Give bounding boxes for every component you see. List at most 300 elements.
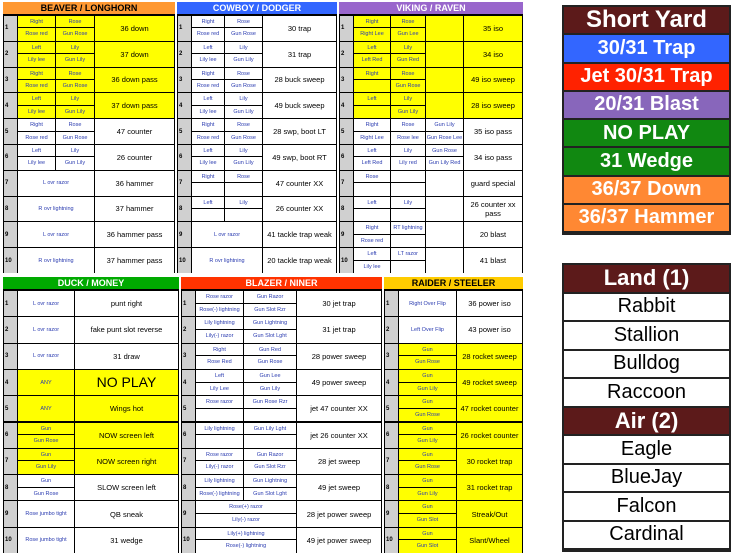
formation-tag: Rose [225, 68, 262, 80]
formation-tag: Rose [56, 16, 94, 28]
short-yard-play[interactable]: NO PLAY [564, 120, 729, 146]
play-row[interactable] [339, 15, 523, 41]
play-row[interactable] [3, 15, 175, 41]
formation-tag: Gun Slot Lght [253, 490, 287, 497]
play-row[interactable] [181, 422, 382, 448]
formation-tag: Lily lee [27, 57, 46, 64]
formation-tag: Gun Red [396, 57, 419, 64]
formation-tag: Left [18, 42, 55, 54]
code-word[interactable]: Raccoon [564, 379, 729, 406]
formation-tag: Gun Slot Rzr [254, 306, 286, 313]
short-yard-play[interactable]: 36/37 Down [564, 177, 729, 203]
row-number: 9 [183, 511, 187, 518]
formation-tag [354, 183, 390, 195]
row-number: 7 [179, 180, 183, 187]
play-call: NOW screen right [96, 456, 157, 466]
play-row[interactable] [339, 247, 523, 273]
play-row[interactable] [177, 196, 337, 222]
play-call: 28 buck sweep [274, 75, 325, 85]
code-word[interactable]: Bulldog [564, 351, 729, 378]
play-call: 37 hammer [115, 204, 154, 214]
play-row[interactable] [339, 118, 523, 144]
play-call: 28 iso sweep [471, 101, 515, 111]
formation-tag: Gun Lily [417, 438, 438, 445]
formation-tag: Lily [391, 42, 425, 54]
formation-tag: Gun Rose [62, 82, 88, 89]
formation-tag: R ovr lightning [38, 257, 74, 264]
formation-tag: Lily lee [199, 57, 217, 64]
row-number: 4 [183, 379, 187, 386]
play-row[interactable] [3, 369, 179, 395]
formation-tag: Gun [399, 423, 456, 436]
row-number: 3 [179, 76, 183, 83]
play-row[interactable] [3, 395, 179, 421]
formation-tag: Lily [391, 145, 425, 157]
play-row[interactable] [181, 343, 382, 369]
playsheet-beaver-longhorn [3, 2, 175, 273]
row-number: 7 [5, 458, 9, 465]
formation-tag [225, 209, 262, 221]
play-call: 37 hammer pass [106, 256, 163, 266]
play-call: 47 rocket counter [460, 404, 519, 414]
row-number: 10 [5, 537, 12, 544]
formation-tag: L ovr razor [42, 180, 70, 187]
formation-tag: L ovr razor [32, 300, 60, 307]
formation-tag: Gun Lily [426, 119, 463, 131]
formation-tag [244, 435, 296, 448]
play-call: SLOW screen left [97, 483, 156, 493]
play-call: 28 power sweep [311, 351, 367, 361]
code-word[interactable]: Falcon [564, 493, 729, 520]
play-row[interactable] [3, 92, 175, 118]
formation-tag: Gun Lily [417, 385, 438, 392]
formation-tag [391, 183, 425, 195]
formation-tag: Left [192, 197, 224, 209]
row-number: 4 [341, 102, 345, 109]
row-number: 8 [5, 205, 9, 212]
formation-tag: Lily lightning [196, 317, 243, 330]
formation-tag: Gun [18, 475, 74, 488]
short-yard-play[interactable]: 30/31 Trap [564, 35, 729, 61]
play-call: 35 iso [482, 23, 503, 33]
formation-tag: Left [18, 93, 55, 105]
play-call: 41 tackle trap weak [267, 230, 332, 240]
formation-tag: Left [354, 42, 390, 54]
play-row[interactable] [3, 196, 175, 222]
formation-tag [192, 183, 224, 195]
play-row[interactable] [3, 316, 179, 342]
play-row[interactable] [339, 41, 523, 67]
play-call: 28 rocket sweep [462, 351, 517, 361]
play-row[interactable] [339, 170, 523, 196]
play-call: Wings hot [109, 404, 144, 414]
formation-tag: Right Lee [360, 134, 384, 141]
formation-tag: Gun [399, 501, 456, 514]
play-row[interactable] [3, 343, 179, 369]
play-call: 37 down [120, 49, 149, 59]
formation-tag: Left [192, 145, 224, 157]
formation-tag: Rose [56, 68, 94, 80]
formation-tag: Right Over Flip [409, 300, 446, 307]
row-number: 10 [183, 537, 190, 544]
formation-tag: Rose(-) lightning [225, 543, 267, 550]
play-row[interactable] [3, 527, 179, 553]
formation-tag: Lily(-) razor [205, 332, 234, 339]
row-number: 9 [5, 511, 9, 518]
formation-tag: Gun Lily [397, 108, 419, 115]
formation-tag: Right [354, 16, 390, 28]
play-call: 43 power iso [468, 325, 511, 335]
formation-tag: Gun Razor [244, 291, 296, 304]
play-row[interactable] [181, 369, 382, 395]
formation-tag: Lily [225, 197, 262, 209]
play-call: 20 tackle trap weak [267, 256, 332, 266]
formation-tag: Gun Lily [417, 490, 438, 497]
row-number: 2 [5, 51, 9, 58]
row-number: 7 [5, 180, 9, 187]
play-row[interactable] [181, 474, 382, 500]
formation-tag [196, 435, 243, 448]
play-row[interactable] [181, 527, 382, 553]
row-number: 3 [386, 353, 390, 360]
short-yard-play[interactable]: 31 Wedge [564, 148, 729, 174]
formation-tag: Gun [399, 528, 456, 541]
formation-tag: Gun Rose [415, 359, 440, 366]
short-yard-title: Short Yard [564, 7, 729, 33]
play-row[interactable] [3, 221, 175, 247]
formation-tag: Gun Lee [397, 31, 419, 38]
play-call: 26 counter xx pass [470, 199, 516, 218]
formation-tag: Gun Razor [244, 449, 296, 462]
formation-tag: Gun Slot Lght [253, 332, 287, 339]
formation-tag: Rose [225, 119, 262, 131]
play-call: punt right [110, 299, 143, 309]
formation-tag: Gun Lily [233, 108, 254, 115]
play-row[interactable] [384, 395, 523, 421]
formation-tag: Gun Red [244, 344, 296, 357]
row-number: 9 [5, 231, 9, 238]
formation-tag [225, 183, 262, 195]
play-call: QB sneak [110, 509, 143, 519]
formation-tag: Right Lee [360, 31, 384, 38]
formation-tag: Rose [56, 119, 94, 131]
formation-tag: Rose lee [397, 134, 419, 141]
playsheet-title: BEAVER / LONGHORN [3, 2, 175, 14]
row-number: 6 [183, 432, 187, 439]
formation-tag: Lily lee [363, 263, 381, 270]
play-row[interactable] [3, 448, 179, 474]
play-row[interactable] [339, 196, 523, 222]
formation-tag: Right [354, 222, 390, 234]
play-call: 31 jet trap [322, 325, 356, 335]
play-row[interactable] [177, 15, 337, 41]
row-number: 6 [386, 432, 390, 439]
short-yard-play[interactable]: 36/37 Hammer [564, 205, 729, 231]
short-yard-play[interactable]: 20/31 Blast [564, 92, 729, 118]
play-row[interactable] [3, 118, 175, 144]
play-call: jet 47 counter XX [310, 404, 368, 414]
play-call: 49 jet sweep [317, 483, 361, 493]
formation-tag: Lily lightning [196, 475, 243, 488]
play-call: NO PLAY [96, 374, 157, 391]
row-number: 1 [183, 300, 187, 307]
formation-tag: Gun Rose Lee [426, 134, 463, 141]
formation-tag: Lily(+) lightning [196, 528, 296, 541]
play-row[interactable] [384, 527, 523, 553]
play-call: 34 iso pass [474, 152, 512, 162]
play-call: 37 down pass [111, 101, 158, 111]
row-number: 8 [183, 484, 187, 491]
play-row[interactable] [3, 144, 175, 170]
formation-tag: Gun Lily Red [428, 160, 461, 167]
formation-tag: Gun [399, 475, 456, 488]
formation-tag: Left [354, 248, 390, 260]
play-row[interactable] [3, 500, 179, 526]
formation-tag: Right [354, 119, 390, 131]
play-row[interactable] [177, 170, 337, 196]
formation-tag: Gun Rose [231, 134, 256, 141]
row-number: 3 [5, 76, 9, 83]
row-number: 6 [5, 154, 9, 161]
row-number: 2 [5, 326, 9, 333]
play-row[interactable] [177, 118, 337, 144]
play-row[interactable] [339, 92, 523, 118]
play-row[interactable] [384, 343, 523, 369]
play-call: 36 power iso [468, 299, 511, 309]
play-row[interactable] [3, 67, 175, 93]
row-number: 9 [386, 511, 390, 518]
formation-tag [244, 409, 296, 422]
formation-tag: Gun Lily [64, 108, 86, 115]
play-row[interactable] [181, 290, 382, 316]
row-number: 10 [179, 257, 186, 264]
play-call: jet 26 counter XX [310, 430, 368, 440]
play-row[interactable] [384, 369, 523, 395]
play-call: 31 wedge [110, 535, 143, 545]
play-call: 31 draw [113, 351, 140, 361]
row-number: 7 [386, 458, 390, 465]
row-number: 4 [5, 102, 9, 109]
row-number: 3 [5, 353, 9, 360]
formation-tag: Lily [391, 93, 425, 105]
row-number: 7 [341, 180, 345, 187]
play-call: 26 counter [116, 152, 153, 162]
play-call: 49 power sweep [311, 378, 367, 388]
row-number: 4 [386, 379, 390, 386]
play-row[interactable] [339, 67, 523, 93]
formation-tag: Right [196, 344, 243, 357]
play-row[interactable] [384, 316, 523, 342]
formation-tag: R ovr lightning [38, 205, 74, 212]
formation-tag: Gun Lily [35, 464, 57, 471]
formation-tag: Left Red [361, 57, 383, 64]
formation-tag: Rose Red [207, 359, 232, 366]
code-word[interactable]: Rabbit [564, 294, 729, 321]
formation-tag: Rose [225, 171, 262, 183]
formation-tag: Gun Rose [426, 145, 463, 157]
code-word[interactable]: Stallion [564, 322, 729, 349]
formation-tag: Right [192, 68, 224, 80]
short-yard-play[interactable]: Jet 30/31 Trap [564, 64, 729, 90]
row-number: 8 [341, 205, 345, 212]
formation-tag: Left Over Flip [410, 326, 444, 333]
formation-tag: Rose razor [196, 449, 243, 462]
formation-tag [391, 209, 425, 221]
formation-tag: Gun Slot Rzr [254, 464, 286, 471]
play-row[interactable] [339, 144, 523, 170]
play-call: 30 jet trap [322, 299, 356, 309]
formation-tag: Gun Lily [64, 160, 86, 167]
formation-tag: Gun Lily [64, 57, 86, 64]
formation-tag: Rose(+) razor [196, 501, 296, 514]
formation-tag: Lily [56, 145, 94, 157]
play-row[interactable] [177, 247, 337, 273]
row-number: 2 [386, 326, 390, 333]
row-number: 1 [5, 300, 9, 307]
playsheet-title: BLAZER / NINER [181, 277, 382, 289]
play-row[interactable] [384, 500, 523, 526]
row-number: 5 [183, 405, 187, 412]
row-number: 1 [341, 25, 345, 32]
formation-tag: Lily [225, 42, 262, 54]
play-call: 20 blast [479, 230, 507, 240]
formation-tag: Lily [225, 93, 262, 105]
play-call: guard special [470, 178, 516, 188]
short-yard-panel [562, 5, 731, 235]
play-row[interactable] [384, 422, 523, 448]
formation-tag: Lily [225, 145, 262, 157]
formation-tag: Lily lightning [196, 423, 243, 436]
play-row[interactable] [3, 170, 175, 196]
row-number: 8 [5, 484, 9, 491]
play-row[interactable] [177, 67, 337, 93]
formation-tag [192, 209, 224, 221]
playsheet-duck-money [3, 277, 179, 553]
play-call: Streak/Out [471, 509, 508, 519]
playsheet-title: DUCK / MONEY [3, 277, 179, 289]
play-row[interactable] [3, 247, 175, 273]
play-call: Slant/Wheel [469, 535, 510, 545]
play-call: 49 swp, boot RT [272, 152, 327, 162]
formation-tag [354, 106, 390, 118]
play-call: 31 trap [287, 49, 312, 59]
formation-tag: Gun [399, 370, 456, 383]
play-row[interactable] [181, 500, 382, 526]
play-row[interactable] [181, 395, 382, 421]
formation-tag: Left [354, 197, 390, 209]
formation-tag: Lily Lee [210, 385, 229, 392]
row-number: 1 [179, 25, 183, 32]
formation-tag: Gun Slot [416, 517, 439, 524]
row-number: 6 [341, 154, 345, 161]
formation-tag: Gun Lily Lght [244, 423, 296, 436]
play-row[interactable] [3, 290, 179, 316]
formation-tag: Gun Rose [231, 31, 256, 38]
formation-tag: Lily lee [199, 160, 217, 167]
code-word[interactable]: BlueJay [564, 465, 729, 492]
play-call: 49 rocket sweep [462, 378, 517, 388]
play-row[interactable] [3, 474, 179, 500]
row-number: 2 [341, 51, 345, 58]
formation-tag: Gun [399, 449, 456, 462]
play-call: NOW screen left [98, 430, 154, 440]
play-call: 30 rocket trap [466, 456, 513, 466]
formation-tag: RT lightning [391, 222, 425, 234]
formation-tag: Rose [391, 68, 425, 80]
formation-tag: Rose red [25, 31, 48, 38]
formation-tag: Right [18, 119, 55, 131]
play-row[interactable] [177, 41, 337, 67]
play-call: 30 trap [287, 23, 312, 33]
play-row[interactable] [181, 316, 382, 342]
formation-tag: Lily red [399, 160, 417, 167]
formation-tag: Left [192, 42, 224, 54]
row-number: 5 [5, 405, 9, 412]
formation-tag: Rose [391, 16, 425, 28]
play-row[interactable] [177, 92, 337, 118]
formation-tag: Lily [391, 197, 425, 209]
formation-tag: Gun [18, 449, 74, 462]
formation-tag: Rose jumbo tight [25, 511, 67, 518]
formation-tag: Rose red [360, 237, 384, 244]
formation-tag: Rose [391, 119, 425, 131]
play-row[interactable] [339, 221, 523, 247]
formation-tag: Right [354, 68, 390, 80]
formation-tag: Lily lee [199, 108, 217, 115]
formation-tag: ANY [40, 405, 52, 412]
formation-tag: Rose red [196, 82, 220, 89]
formation-tag: ANY [40, 379, 52, 386]
formation-tag: Rose [225, 16, 262, 28]
formation-tag: Gun Rose [33, 490, 59, 497]
play-row[interactable] [384, 448, 523, 474]
code-word[interactable]: Cardinal [564, 522, 729, 549]
play-call: 35 iso pass [474, 127, 512, 137]
formation-tag [354, 209, 390, 221]
playsheet-title: VIKING / RAVEN [339, 2, 523, 14]
formation-tag: Rose(-) lightning [199, 306, 240, 313]
play-row[interactable] [3, 41, 175, 67]
formation-tag: Rose red [196, 134, 220, 141]
play-call: 26 rocket counter [460, 430, 519, 440]
play-row[interactable] [3, 422, 179, 448]
play-call: 34 iso [482, 49, 503, 59]
play-call: 49 jet power sweep [306, 535, 372, 545]
row-number: 10 [386, 537, 393, 544]
play-row[interactable] [384, 290, 523, 316]
formation-tag: Gun Rose [395, 82, 421, 89]
formation-tag: Gun Rose [62, 134, 88, 141]
formation-tag: LT razor [391, 248, 425, 260]
code-group-title: Air (2) [564, 408, 729, 435]
play-row[interactable] [181, 448, 382, 474]
formation-tag: Right [18, 68, 55, 80]
formation-tag: Gun Lightning [244, 317, 296, 330]
play-row[interactable] [177, 144, 337, 170]
play-row[interactable] [177, 221, 337, 247]
row-number: 5 [179, 128, 183, 135]
formation-tag: Gun Lily [233, 160, 254, 167]
row-number: 10 [341, 257, 348, 264]
row-number: 5 [386, 405, 390, 412]
formation-tag: Left [354, 145, 390, 157]
code-word[interactable]: Eagle [564, 436, 729, 463]
play-row[interactable] [384, 474, 523, 500]
formation-tag: Gun Rose [415, 411, 440, 418]
row-number: 5 [5, 128, 9, 135]
formation-tag [391, 235, 425, 247]
formation-tag: Gun Rose [415, 464, 440, 471]
